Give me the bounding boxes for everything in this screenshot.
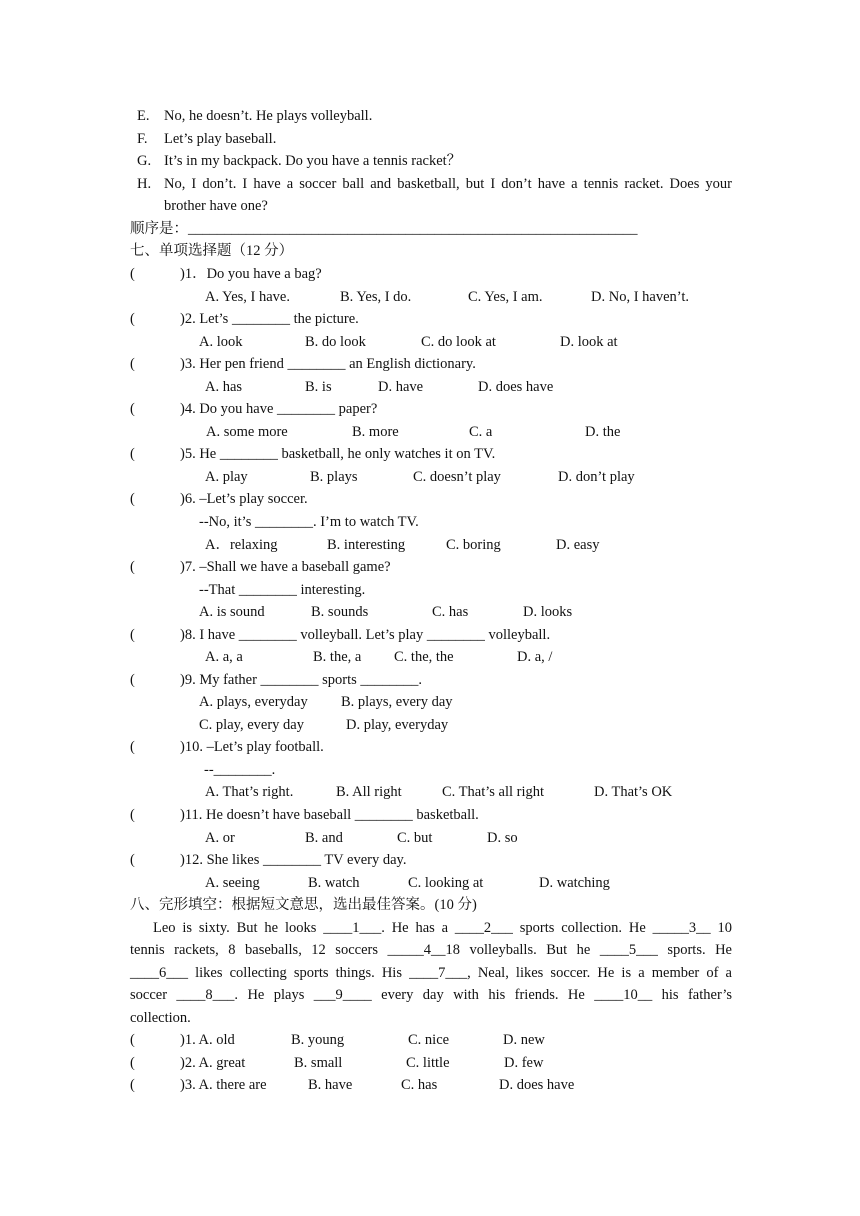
question-stem: )5. He ________ basketball, he only watches it on TV. (180, 446, 496, 462)
option-a: A. play (205, 469, 248, 485)
option-a: A. has (205, 379, 243, 395)
option-d: D. No, I haven’t. (591, 289, 689, 305)
question-stem: )3. A. there are (180, 1077, 267, 1093)
passage-line: Leo is sixty. But he looks ____1___. He has a ____2___ sports collection. He _____3__ 10 (153, 920, 732, 936)
option-a: A. plays, everyday (199, 694, 308, 710)
question-stem: )8. I have ________ volleyball. Let’s play ________ volleyball. (180, 627, 551, 643)
question-reply: --That ________ interesting. (199, 582, 366, 598)
option-letter: H. (137, 176, 152, 192)
option-text: No, he doesn’t. He plays volleyball. (164, 108, 373, 124)
question-stem: )7. –Shall we have a baseball game? (180, 559, 391, 575)
option-d: D. easy (556, 537, 600, 553)
option-c: C. looking at (408, 875, 484, 891)
option-letter: G. (137, 153, 152, 169)
option-b: B. plays, every day (341, 694, 453, 710)
option-a: A. look (199, 334, 243, 350)
answer-paren: ( (130, 1055, 135, 1071)
option-d: D. new (503, 1032, 545, 1048)
option-text-line2: brother have one? (164, 198, 268, 214)
option-b: B. watch (308, 875, 360, 891)
question-stem: )2. Let’s ________ the picture. (180, 311, 359, 327)
option-c: C. has (401, 1077, 438, 1093)
order-answer-line: 顺序是：______________________________________________________________ (130, 221, 638, 237)
option-b: B. more (352, 424, 399, 440)
option-b: B. interesting (327, 537, 406, 553)
answer-paren: ( (130, 559, 135, 575)
answer-paren: ( (130, 311, 135, 327)
option-b: B. have (308, 1077, 353, 1093)
option-c: C. Yes, I am. (468, 289, 543, 305)
option-a: A. a, a (205, 649, 243, 665)
option-c: D. have (378, 379, 424, 395)
answer-paren: ( (130, 852, 135, 868)
option-c: C. but (397, 830, 433, 846)
option-d: D. so (487, 830, 518, 846)
question-stem: )4. Do you have ________ paper? (180, 401, 378, 417)
option-c: C. That’s all right (442, 784, 545, 800)
option-b: B. and (305, 830, 343, 846)
option-c: C. nice (408, 1032, 450, 1048)
option-d: D. the (585, 424, 621, 440)
option-b: B. small (294, 1055, 343, 1071)
answer-paren: ( (130, 266, 135, 282)
option-b: B. plays (310, 469, 358, 485)
answer-paren: ( (130, 1032, 135, 1048)
option-b: B. sounds (311, 604, 369, 620)
option-c: C. do look at (421, 334, 496, 350)
option-b: B. Yes, I do. (340, 289, 412, 305)
question-stem: )12. She likes ________ TV every day. (180, 852, 407, 868)
option-d: D. few (504, 1055, 544, 1071)
question-stem: )1．Do you have a bag? (180, 266, 322, 282)
passage-line: tennis rackets, 8 baseballs, 12 soccers _____4__18 volleyballs. But he ____5___ sports. He (130, 942, 732, 958)
question-stem: )9. My father ________ sports ________. (180, 672, 423, 688)
question-stem: )3. Her pen friend ________ an English dictionary. (180, 356, 476, 372)
option-a: A. some more (206, 424, 288, 440)
option-a: A. is sound (199, 604, 265, 620)
option-d: D. don’t play (558, 469, 635, 485)
option-c: C. little (406, 1055, 450, 1071)
option-text: Let’s play baseball. (164, 131, 277, 147)
option-b: B. All right (336, 784, 402, 800)
answer-paren: ( (130, 491, 135, 507)
option-c: C. boring (446, 537, 501, 553)
passage-line: ____6___ likes collecting sports things. His ____7___, Neal, likes soccer. He is a member of a (130, 965, 732, 981)
option-b: B. the, a (313, 649, 362, 665)
option-d: D. a, / (517, 649, 553, 665)
option-b: B. is (305, 379, 332, 395)
answer-paren: ( (130, 401, 135, 417)
answer-paren: ( (130, 627, 135, 643)
answer-paren: ( (130, 356, 135, 372)
option-d: D. look at (560, 334, 618, 350)
option-a: A．relaxing (205, 537, 278, 553)
answer-paren: ( (130, 446, 135, 462)
answer-paren: ( (130, 1077, 135, 1093)
option-a: A. That’s right. (205, 784, 294, 800)
passage-line: collection. (130, 1010, 191, 1026)
option-d: D. watching (539, 875, 610, 891)
answer-paren: ( (130, 672, 135, 688)
question-stem: )10. –Let’s play football. (180, 739, 324, 755)
option-b: B. young (291, 1032, 345, 1048)
section-8-title: 八、完形填空：根据短文意思，选出最佳答案。(10 分) (130, 897, 477, 913)
option-c: C. the, the (394, 649, 454, 665)
answer-paren: ( (130, 807, 135, 823)
question-stem: )11. He doesn’t have baseball ________ basketball. (180, 807, 479, 823)
answer-paren: ( (130, 739, 135, 755)
option-b: B. do look (305, 334, 366, 350)
option-text-line1: No, I don’t. I have a soccer ball and basketball, but I don’t have a tennis racket. Does your (164, 176, 732, 192)
option-letter: F. (137, 131, 148, 147)
option-a: A. or (205, 830, 235, 846)
option-d: D. does have (478, 379, 554, 395)
option-d: D. does have (499, 1077, 575, 1093)
question-reply: --No, it’s ________. I’m to watch TV. (199, 514, 419, 530)
option-c: C. doesn’t play (413, 469, 501, 485)
option-a: A. seeing (205, 875, 260, 891)
option-a: A. Yes, I have. (205, 289, 290, 305)
question-reply: --________. (204, 762, 276, 778)
option-text: It’s in my backpack. Do you have a tennis racket？ (164, 153, 462, 169)
question-stem: )2. A. great (180, 1055, 246, 1071)
question-stem: )1. A. old (180, 1032, 235, 1048)
option-d: D. That’s OK (594, 784, 673, 800)
section-7-title: 七、单项选择题（12 分） (130, 243, 294, 259)
question-stem: )6. –Let’s play soccer. (180, 491, 308, 507)
passage-line: soccer ____8___. He plays ___9____ every day with his friends. He ____10__ his father’s (130, 987, 732, 1003)
option-d: D. play, everyday (346, 717, 449, 733)
option-c: C. a (469, 424, 493, 440)
option-d: D. looks (523, 604, 573, 620)
option-c: C. has (432, 604, 469, 620)
option-letter: E. (137, 108, 150, 124)
option-c: C. play, every day (199, 717, 304, 733)
